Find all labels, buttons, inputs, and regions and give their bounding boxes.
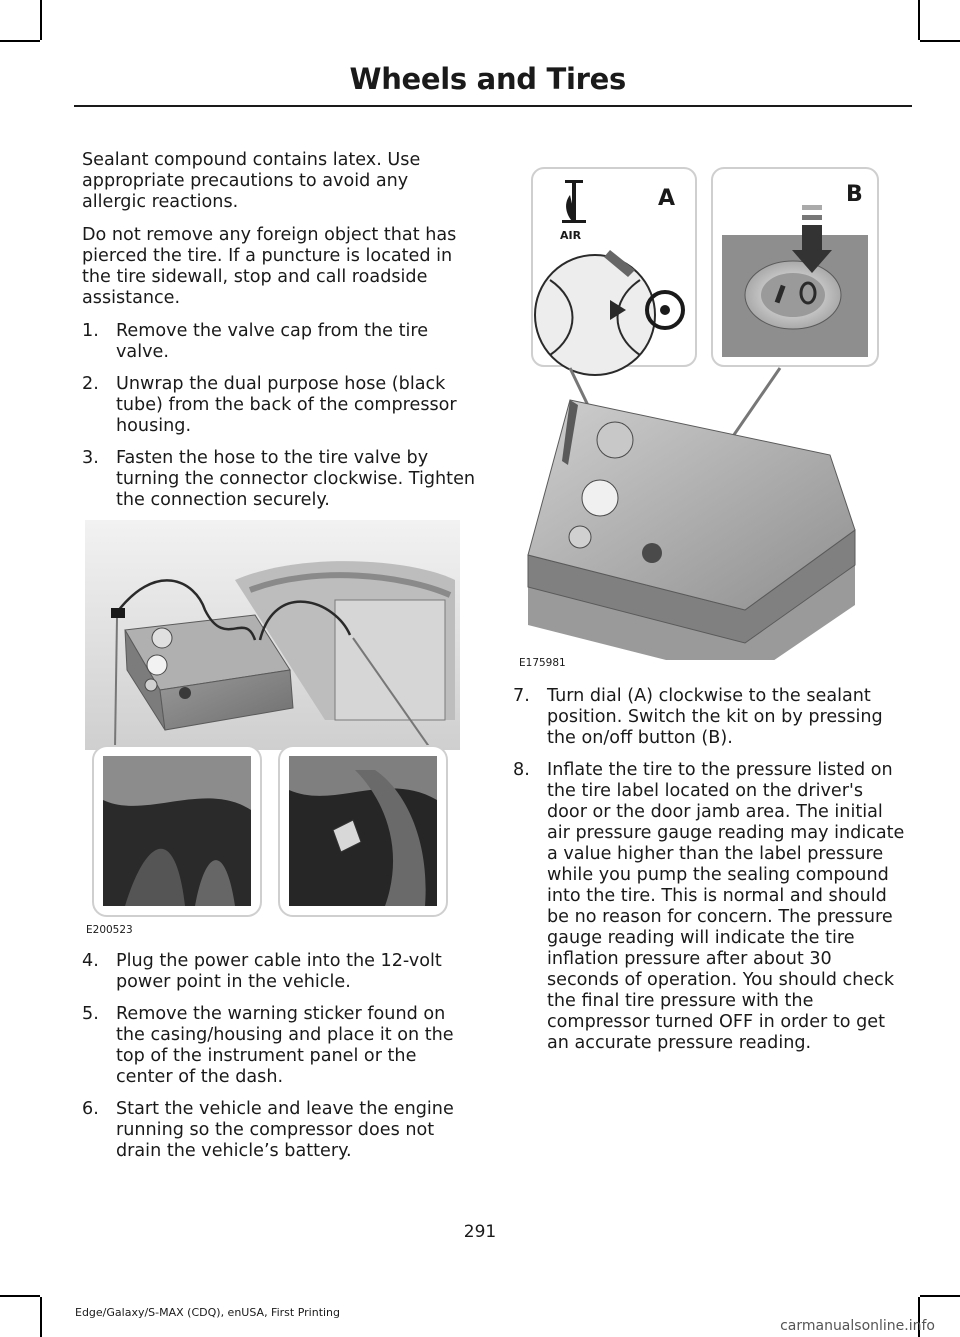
list-item: 2. Unwrap the dual purpose hose (black tube) from the back of the compressor housing. bbox=[82, 374, 457, 436]
crop-mark bbox=[920, 40, 960, 42]
edition-footer: Edge/Galaxy/S-MAX (CDQ), enUSA, First Printing bbox=[75, 1306, 341, 1319]
zoom-panel-hose bbox=[93, 746, 261, 916]
header-rule bbox=[74, 105, 912, 107]
crop-mark bbox=[40, 1297, 42, 1337]
page-number: 291 bbox=[463, 1222, 497, 1242]
crop-mark bbox=[0, 40, 40, 42]
compressor-hose-illustration bbox=[85, 520, 460, 918]
site-watermark: carmanualsonline.info bbox=[780, 1318, 935, 1334]
figure-code-left: E200523 bbox=[86, 924, 133, 936]
figure-code-right: E175981 bbox=[519, 657, 566, 669]
list-item: 6. Start the vehicle and leave the engine running so the compressor does not drain the vehicle’s battery. bbox=[82, 1099, 454, 1161]
compressor-hose-figure bbox=[85, 520, 460, 918]
list-item: 3. Fasten the hose to the tire valve by turning the connector clockwise. Tighten the connection securely. bbox=[82, 448, 476, 510]
panel-a-dial bbox=[532, 168, 696, 375]
dial-button-figure bbox=[510, 165, 900, 660]
panel-b-button bbox=[712, 168, 878, 366]
page-title: Wheels and Tires bbox=[349, 62, 626, 96]
list-item: 4. Plug the power cable into the 12-volt power point in the vehicle. bbox=[82, 951, 442, 992]
list-item: 8. Inflate the tire to the pressure listed on the tire label located on the driver's door or the door jamb area. The initial air pressure gauge reading may indicate a value higher than the label pressure while you pump the sealing compound into the tire. This is normal and should be no reason for concern. The pressure gauge reading will indicate the tire inflation pressure after about 30 seconds of operation. You should check the final tire pressure with the compressor turned OFF in order to get an accurate pressure reading. bbox=[513, 760, 905, 1053]
label-b: B bbox=[846, 182, 863, 207]
label-a: A bbox=[658, 186, 676, 211]
list-item: 5. Remove the warning sticker found on the casing/housing and place it on the top of the instrument panel or the center of the dash. bbox=[82, 1004, 454, 1087]
crop-mark bbox=[0, 1295, 40, 1297]
zoom-panel-valve bbox=[279, 746, 447, 916]
compressor-controls-illustration bbox=[510, 165, 900, 660]
list-item: 7. Turn dial (A) clockwise to the sealant position. Switch the kit on by pressing the on/off button (B). bbox=[513, 686, 883, 748]
left-column-bottom bbox=[82, 951, 477, 1173]
crop-mark bbox=[920, 1295, 960, 1297]
air-label: AIR bbox=[560, 229, 582, 242]
list-item: 1. Remove the valve cap from the tire valve. bbox=[82, 321, 429, 362]
compressor-body bbox=[528, 400, 855, 660]
right-column bbox=[513, 686, 908, 1065]
foreign-object-paragraph: Do not remove any foreign object that has pierced the tire. If a puncture is located in the tire sidewall, stop and call roadside assistance. bbox=[82, 225, 457, 308]
left-column-top bbox=[82, 150, 477, 522]
latex-warning-paragraph: Sealant compound contains latex. Use appropriate precautions to avoid any allergic reactions. bbox=[82, 150, 421, 212]
steps-list-b bbox=[82, 951, 477, 1162]
crop-mark bbox=[40, 0, 42, 40]
crop-mark bbox=[918, 0, 920, 40]
steps-list-a bbox=[82, 321, 477, 511]
steps-list-c bbox=[513, 686, 908, 1054]
